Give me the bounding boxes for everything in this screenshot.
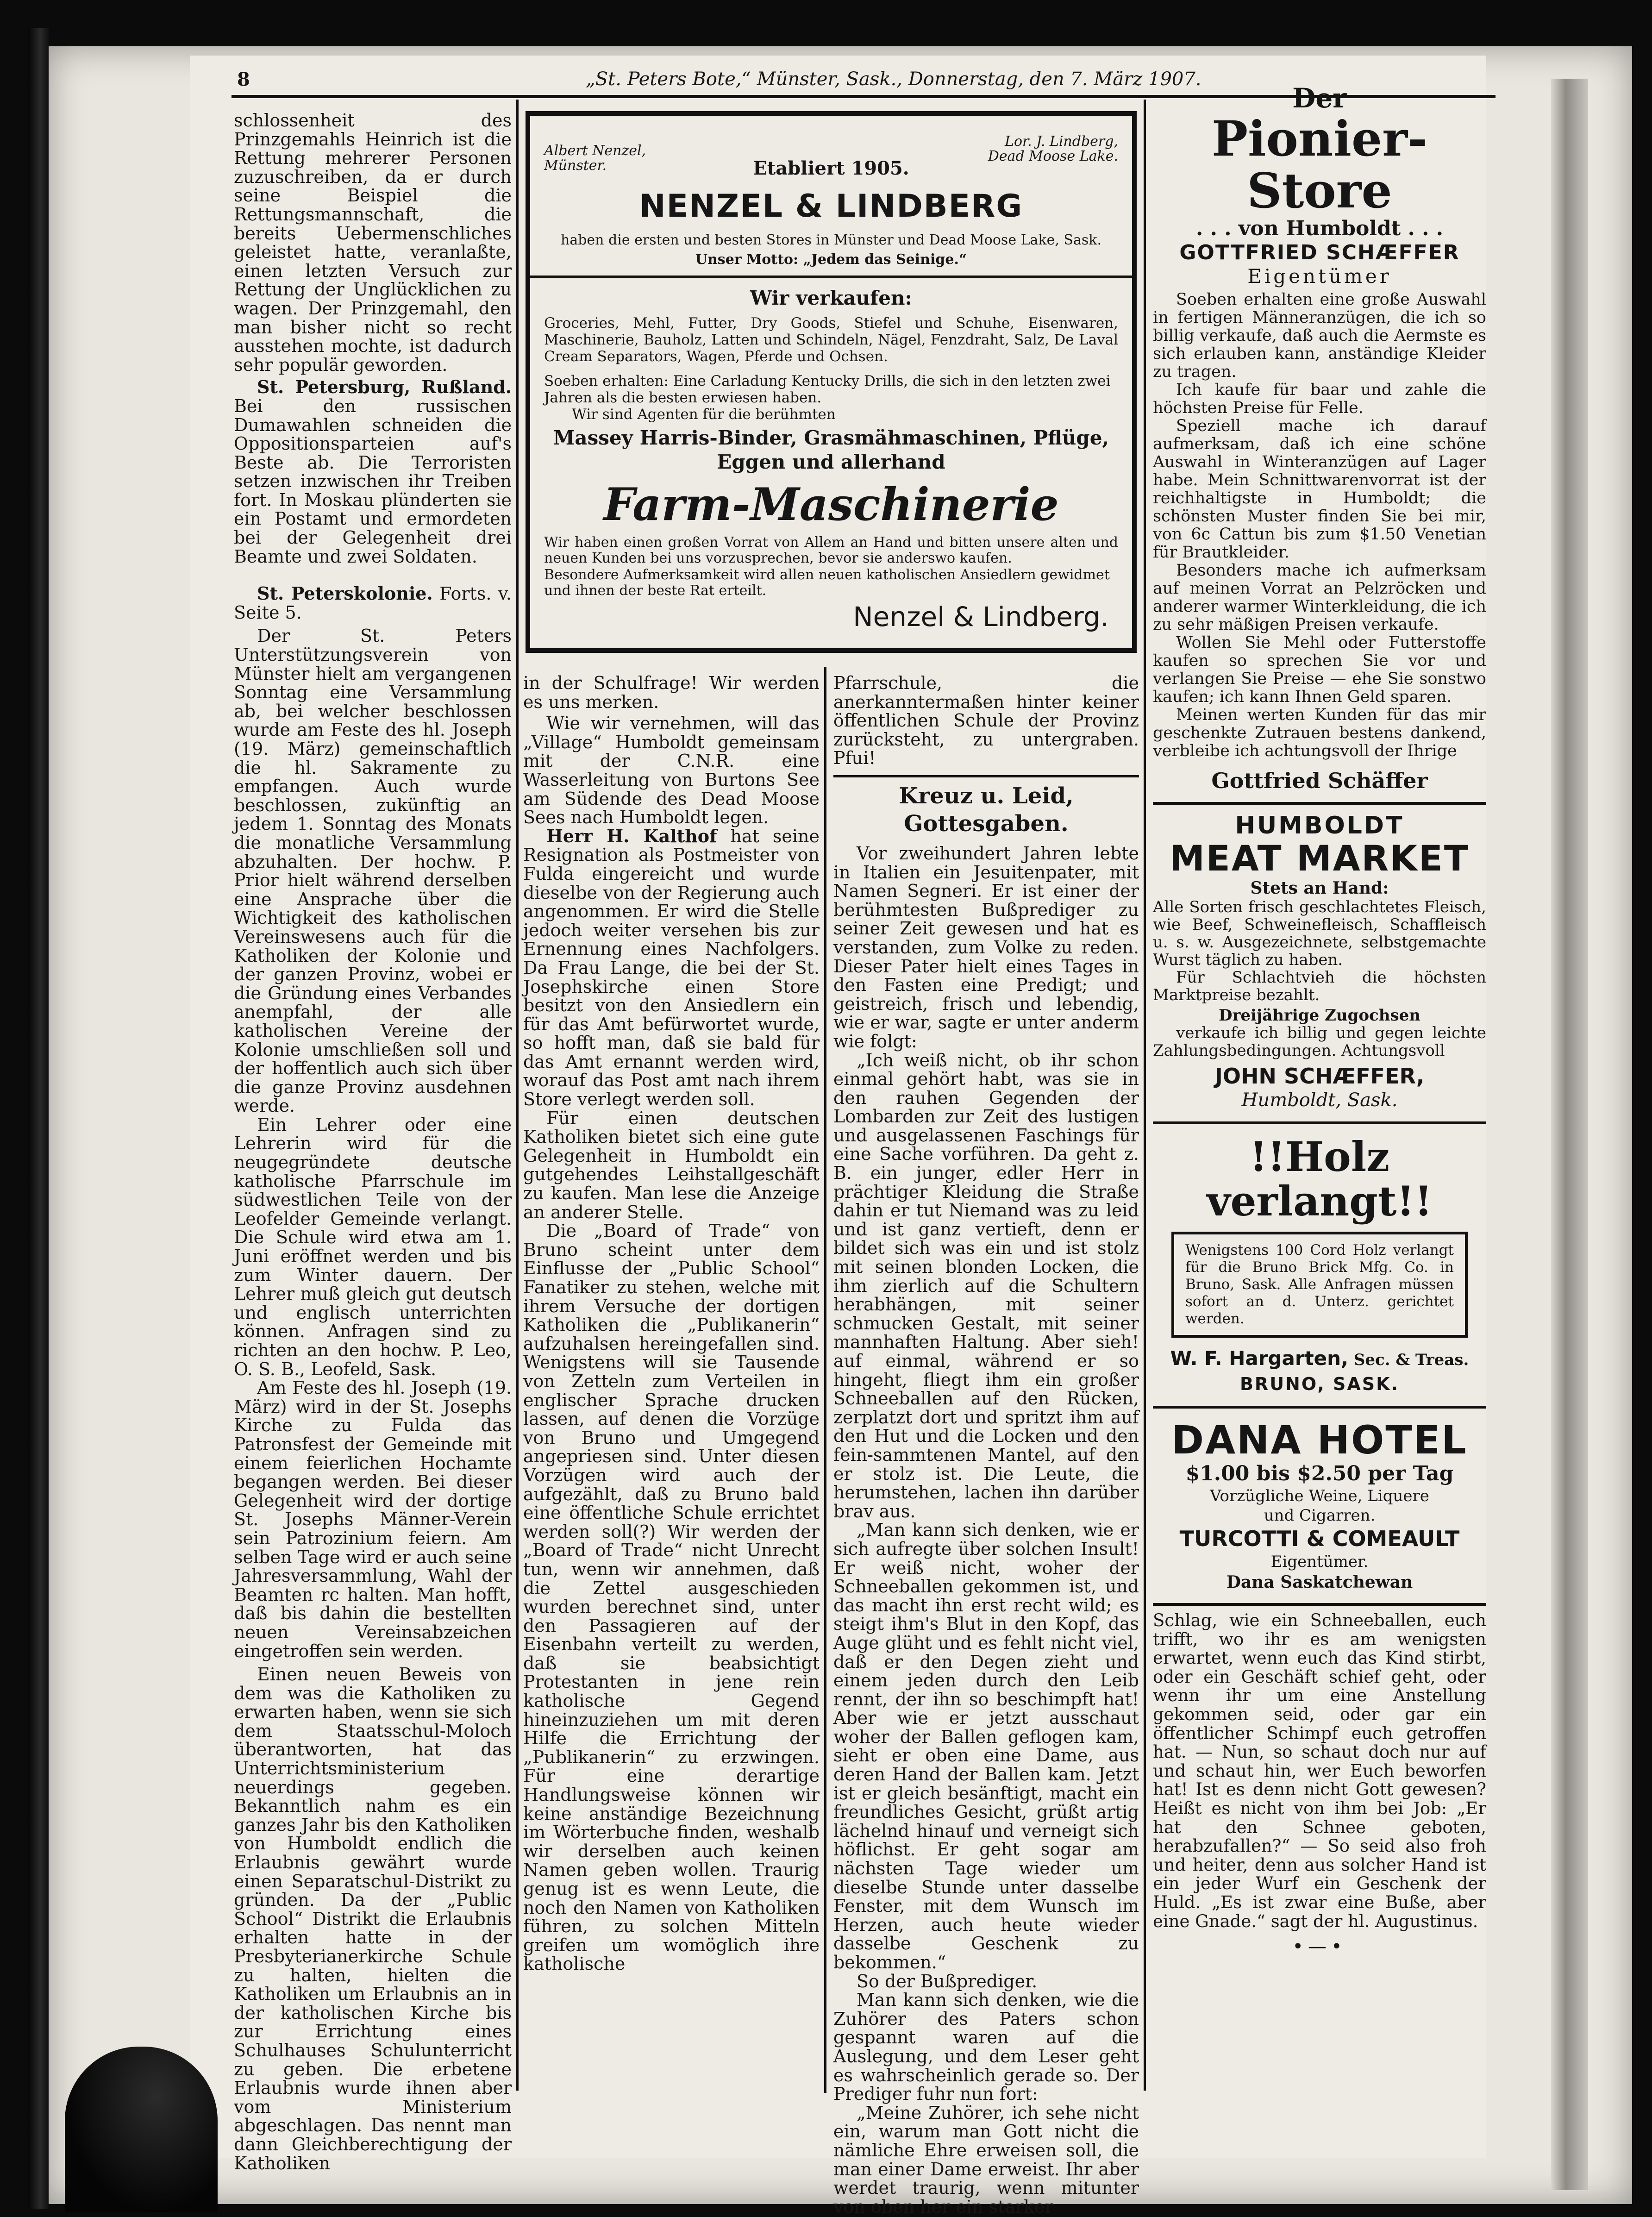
dana-place: Dana Saskatchewan bbox=[1226, 1572, 1413, 1592]
article-segneri-intro: Vor zweihundert Jahren lebte in Italien ein Jesuitenpater, mit Namen Segneri. Er ist einer der berühmtesten Bußprediger zu seiner Zeit gewesen und hat es verstanden, zum Volke zu reden. Dieser Pater hielt eines Tages in den Fasten eine Predigt; und geistreich, frisch und lebendig, wie er war, sagte er unter anderm wie folgt: bbox=[833, 843, 1139, 1052]
ad-nenzel-big: Farm-Maschinerie bbox=[603, 478, 1059, 531]
meat-line1: HUMBOLDT bbox=[1235, 812, 1404, 839]
ad-nenzel-left-names: Albert Nenzel, Münster. bbox=[544, 143, 646, 174]
dana-line2: und Cigarren. bbox=[1264, 1506, 1376, 1525]
pionier-owner: GOTTFRIED SCHÆFFER bbox=[1179, 241, 1460, 264]
meat-line3: Stets an Hand: bbox=[1250, 878, 1389, 898]
article-leihstall: Für einen deutschen Katholiken bietet sich eine gute Gelegenheit in Humboldt ein gutgehendes Leihstallgeschäft zu kaufen. Man lese die Anzeige an anderer Stelle. bbox=[523, 1108, 820, 1222]
article-heinrich-end: schlossenheit des Prinzgemahls Heinrich ist die Rettung mehrerer Personen zuzuschreiben, da er durch seine Beispiel die Rettungsmannschaft, die bereits Uebermenschliches geleistet hatte, veranlaßte, einen letzten Versuch zur Rettung der Unglücklichen zu wagen. Der Prinzgemahl, den man bisher nicht so recht ausstehen mochte, ist dadurch sehr populär geworden. bbox=[234, 110, 512, 375]
ad-divider-4 bbox=[1153, 1603, 1486, 1606]
binding-edge bbox=[28, 28, 49, 2209]
meat-p3-head: Dreijährige Zugochsen bbox=[1219, 1006, 1420, 1025]
pionier-p3: Speziell mache ich darauf aufmerksam, daß ich eine schöne Auswahl in Winteranzügen auf Lager habe. Mein Schnittwarenvorrat ist der reichhaltigste in Humboldt; die schönsten Muster finden Sie bei mir, von 6c Cattun bis zum $1.50 Venetian für Brautkleider. bbox=[1153, 417, 1486, 562]
article-petersburg-head: St. Petersburg, Rußland. bbox=[257, 376, 512, 398]
end-ornament: •—• bbox=[1292, 1936, 1347, 1958]
heading-kreuz-leid: Kreuz u. Leid, Gottesgaben. bbox=[899, 783, 1074, 837]
section-rule bbox=[833, 775, 1139, 777]
ad-pionier-store bbox=[1153, 83, 1486, 795]
meat-line2: MEAT MARKET bbox=[1170, 838, 1470, 879]
ad-nenzel-signature: Nenzel & Lindberg. bbox=[853, 601, 1109, 633]
ad-nenzel-brands: Massey Harris-Binder, Grasmähmaschinen, Pflüge, Eggen und allerhand bbox=[553, 426, 1109, 473]
pionier-owner-title: Eigentümer bbox=[1247, 265, 1392, 288]
holz-place: BRUNO, SASK. bbox=[1239, 1374, 1400, 1394]
ad-nenzel-lindberg bbox=[526, 111, 1137, 653]
article-schulfrage-end: in der Schulfrage! Wir werden es uns merken. bbox=[523, 673, 820, 712]
peterskolonie-title: St. Peterskolonie. bbox=[257, 583, 433, 604]
column-rule-1 bbox=[516, 100, 519, 2091]
ad-nenzel-divider bbox=[530, 276, 1132, 278]
article-staatsschul-moloch: Einen neuen Beweis von dem was die Katholiken zu erwarten haben, wenn sie sich dem Staatsschul-Moloch überantworten, hat das Unterrichtsministerium neuerdings gegeben. Bekanntlich nahm es ein ganzes Jahr bis den Katholiken von Humboldt endlich die Erlaubnis gewährt wurde einen Separatschul-Distrikt zu gründen. Da der „Public School“ Distrikt die Erlaubnis erhalten hatte in der Presbyterianerkirche Schule zu halten, hielten die Katholiken um Erlaubnis an in der katholischen Kirche bis zur Errichtung eines Schulhauses Schulunterricht zu geben. Die erbetene Erlaubnis wurde ihnen aber vom Ministerium abgeschlagen. Das nennt man dann Gleichberechtigung der Katholiken bbox=[234, 1664, 512, 2173]
article-kalthof bbox=[523, 827, 820, 1109]
meat-name: JOHN SCHÆFFER, bbox=[1214, 1064, 1425, 1089]
ad-nenzel-tagline: haben die ersten und besten Stores in Münster und Dead Moose Lake, Sask. bbox=[561, 232, 1101, 248]
ad-nenzel-attention: Besondere Aufmerksamkeit wird allen neuen katholischen Ansiedlern gewidmet und ihnen der beste Rat erteilt. bbox=[544, 567, 1110, 599]
column-rule-3 bbox=[1144, 100, 1146, 2091]
article-petersburg bbox=[234, 378, 512, 566]
peterskolonie-ref: Forts. v. Seite 5. bbox=[234, 583, 512, 623]
holz-box: Wenigstens 100 Cord Holz verlangt für die Bruno Brick Mfg. Co. in Bruno, Sask. Alle Anfragen müssen sofort an d. Unterz. gerichtet werden. bbox=[1171, 1232, 1468, 1338]
ad-holz-verlangt bbox=[1153, 1134, 1486, 1396]
article-lehrer-gesucht: Ein Lehrer oder eine Lehrerin wird für die neugegründete deutsche katholische Pfarrschule im südwestlichen Teile von der Leofelder Gemeinde verlangt. Die Schule wird etwa am 1. Juni eröffnet werden und bis zum Winter dauern. Der Lehrer muß gleich gut deutsch und englisch unterrichten können. Anfragen sind zu richten an den hochw. P. Leo, O. S. B., Leofeld, Sask. bbox=[234, 1114, 512, 1379]
page-number: 8 bbox=[237, 69, 250, 90]
pionier-p2: Ich kaufe für baar und zahle die höchsten Preise für Felle. bbox=[1153, 381, 1486, 417]
article-segneri-so: So der Bußprediger. bbox=[857, 1971, 1038, 1992]
dana-owners-title: Eigentümer. bbox=[1270, 1553, 1369, 1571]
ad-nenzel-sell-list: Groceries, Mehl, Futter, Dry Goods, Stiefel und Schuhe, Eisenwaren, Maschinerie, Bauholz, Latten und Schindeln, Nägel, Fenzdraht, Salz, De Laval Cream Separators, Wagen, Pferde und Ochsen. bbox=[544, 315, 1118, 365]
article-wasserleitung: Wie wir vernehmen, will das „Village“ Humboldt gemeinsam mit der C.N.R. eine Wasserleitung von Burtons See am Südende des Dead Moose Sees nach Humboldt legen. bbox=[523, 713, 820, 828]
column-4-article bbox=[1153, 1611, 1486, 1931]
holz-name: W. F. Hargarten, bbox=[1170, 1347, 1348, 1370]
pionier-line3: . . . von Humboldt . . . bbox=[1195, 217, 1444, 240]
holz-title: !!Holz verlangt!! bbox=[1207, 1133, 1433, 1225]
article-segneri-listeners: Man kann sich denken, wie die Zuhörer des Paters schon gespannt waren auf die Auslegung, und dem Leser geht es wahrscheinlich gerade so. Der Prediger fuhr nun fort: bbox=[833, 1990, 1139, 2104]
column-3 bbox=[833, 674, 1139, 2216]
dana-title: DANA HOTEL bbox=[1171, 1417, 1468, 1463]
article-josephsfest: Am Feste des hl. Joseph (19. März) wird in der St. Josephs Kirche zu Fulda das Patronsfest der Gemeinde mit einem feierlichen Hochamte begangen werden. Bei dieser Gelegenheit wird der dortige St. Josephs Männer-Verein sein Patrozinium feiern. Am selben Tage wird er auch seine Jahresversammlung, Wahl der Beamten rc halten. Man hofft, daß bis dahin die bestellten neuen Vereinsabzeichen eingetroffen sein werden. bbox=[234, 1378, 512, 1661]
article-schneeballen-end: Schlag, wie ein Schneeballen, euch trifft, wo ihr es am wenigsten erwartet, wenn euch das Kind stirbt, oder ein Geschäft schief geht, oder wenn ihr um eine Anstellung gekommen seid, oder gar ein öffentlicher Schimpf euch getroffen hat. — Nun, so schaut doch nur auf und schaut hin, wer Euch beworfen hat! Ist es denn nicht Gott gewesen? Heißt es nicht von ihm bei Job: „Er hat den Schnee geboten, herabzufallen?“ — So seid also froh und heiter, denn aus solcher Hand ist ein jeder Wurf ein Geschenk der Huld. „Es ist zwar eine Buße, aber eine Gnade.“ sagt der hl. Augustinus. bbox=[1153, 1610, 1486, 1931]
pionier-line2: Pionier-Store bbox=[1211, 110, 1428, 219]
article-petersburg-text: Bei den russischen Dumawahlen schneiden die Oppositionsparteien auf's Beste ab. Die Terroristen setzen inzwischen ihr Treiben fort. In Moskau plünderten sie ein Postamt und ermordeten bei der Gelegenheit drei Beamte und zwei Soldaten. bbox=[234, 395, 512, 567]
kalthof-text: hat seine Resignation als Postmeister von Fulda eingereicht und wurde dieselbe von der Regierung auch angenommen. Er wird die Stelle jedoch weiter versehen bis zur Ernennung eines Nachfolgers. Da Frau Lange, die bei der St. Josephskirche einen Store besitzt von den Ansiedlern ein für das Amt befürwortet wurde, so hofft man, daß sie bald für das Amt ernannt werden wird, worauf das Post amt nach ihrem Store verlegt werden soll. bbox=[523, 826, 820, 1110]
meat-body bbox=[1153, 898, 1486, 1059]
ad-dana-hotel bbox=[1153, 1419, 1486, 1593]
ad-nenzel-established: Etabliert 1905. bbox=[753, 157, 909, 179]
dana-owners: TURCOTTI & COMEAULT bbox=[1179, 1526, 1460, 1551]
pionier-p1: Soeben erhalten eine große Auswahl in fertigen Männeranzügen, die ich so billig verkaufe, daß auch die Aermste es sich erlauben kann, anständige Kleider zu tragen. bbox=[1153, 290, 1486, 381]
meat-p1: Alle Sorten frisch geschlachtetes Fleisch, wie Beef, Schweinefleisch, Schaffleisch u. s. w. Ausgezeichnete, selbstgemachte Wurst täglich zu haben. bbox=[1153, 898, 1486, 969]
ad-nenzel-motto: Unser Motto: „Jedem das Seinige.“ bbox=[695, 251, 967, 268]
article-pfarrschule-end: Pfarrschule, die anerkanntermaßen hinter keiner öffentlichen Schule der Provinz zurücksteht, zu untergraben. Pfui! bbox=[833, 673, 1139, 769]
article-unterstuetzungsverein: Der St. Peters Unterstützungsverein von Münster hielt am vergangenen Sonntag eine Versammlung ab, bei welcher beschlossen wurde am Feste des hl. Joseph (19. März) gemeinschaftlich die hl. Sakramente zu empfangen. Auch wurde beschlossen, zukünftig an jedem 1. Sonntag des Monats die monatliche Versammlung abzuhalten. Der hochw. P. Prior hielt während derselben eine Ansprache über die Wichtigkeit des katholischen Vereinswesens auch für die Katholiken der Kolonie und der ganzen Provinz, wobei er die Gründung eines Verbandes anempfahl, der alle katholischen Vereine der Kolonie umschließen soll und der hoffentlich auch sich über die ganze Provinz ausdehnen werde. bbox=[234, 626, 512, 1116]
article-segneri-sermon: „Meine Zuhörer, ich sehe nicht ein, warum man Gott nicht die nämliche Ehre erweisen soll, die man einer Dame erweist. Ihr aber werdet traurig, wenn mitunter von oben her ein starker bbox=[833, 2102, 1139, 2217]
pionier-p6: Meinen werten Kunden für das mir geschenkte Zutrauen bestens dankend, verbleibe ich achtungsvoll der Ihrige bbox=[1153, 706, 1486, 760]
thumb-shadow bbox=[65, 2047, 218, 2212]
article-board-of-trade: Die „Board of Trade“ von Bruno scheint unter dem Einflusse der „Public School“ Fanatiker zu stehen, welche mit ihrem Versuche der dortigen Katholiken die „Publikanerin“ aufzuhalsen hereingefallen sind. Wenigstens will sie Tausende von Zetteln zum Verteilen in englischer Sprache drucken lassen, auf denen die Vorzüge von Bruno und Umgegend angepriesen sind. Unter diesen Vorzügen wird auch der aufgezählt, daß zu Bruno bald eine öffentliche Schule errichtet werden soll(?) Wir werden der „Board of Trade“ nicht Unrecht tun, wenn wir annehmen, daß die Zettel ausgeschieden wurden berechnet sind, unter den Passagieren auf der Eisenbahn verteilt zu werden, daß sie beabsichtigt Protestanten in jene rein katholische Gegend hineinzuziehen um mit deren Hilfe die Errichtung der „Publikanerin“ zu erzwingen. Für eine derartige Handlungsweise können wir keine anständige Bezeichnung im Wörterbuche finden, weshalb wir derselben auch keinen Namen geben wollen. Traurig genug ist es wenn Leute, die noch den Namen von Katholiken führen, zu solchen Mitteln greifen um womöglich ihre katholische bbox=[523, 1221, 820, 1974]
page-edge bbox=[1551, 79, 1588, 2190]
pionier-body bbox=[1153, 291, 1486, 760]
ad-nenzel-received: Soeben erhalten: Eine Carladung Kentucky Drills, die sich in den letzten zwei Jahren als die besten erwiesen haben. bbox=[544, 373, 1111, 406]
meat-place: Humboldt, Sask. bbox=[1241, 1090, 1398, 1111]
ad-nenzel-firm: NENZEL & LINDBERG bbox=[639, 188, 1023, 225]
meat-p2: Für Schlachtvieh die höchsten Marktpreise bezahlt. bbox=[1153, 968, 1486, 1004]
article-segneri-story: „Ich weiß nicht, ob ihr schon einmal gehört habt, was sie in den rauhen Gegenden der Lombarden zur Zeit des lustigen und ausgelassenen Faschings für eine Sache vorführen. Da geht z. B. ein junger, edler Herr in prächtiger Kleidung die Straße dahin er tut Niemand was zu leid und ist ganz vertieft, denn er bildet sich was ein und ist stolz mit seinen blonden Locken, die ihm zierlich auf die Schultern herabhängen, mit seiner schmucken Gestalt, mit seiner mannhaften Haltung. Aber sieh! auf einmal, während er so hingeht, fliegt ihm ein großer Schneeballen auf den Rücken, zerplatzt dort und spritzt ihm auf den Hut und die Locken und den fein-sammtenen Mantel, auf den er stolz ist. Die Leute, die herumstehen, lachen ihn darüber brav aus. bbox=[833, 1050, 1139, 1522]
kalthof-head: Herr H. Kalthof bbox=[546, 825, 717, 846]
meat-p3: verkaufe ich billig und gegen leichte Zahlungsbedingungen. Achtungsvoll bbox=[1153, 1024, 1486, 1060]
ad-divider-3 bbox=[1153, 1406, 1486, 1409]
ad-divider-1 bbox=[1153, 802, 1486, 805]
ad-nenzel-agents: Wir sind Agenten für die berühmten bbox=[572, 406, 836, 423]
column-1 bbox=[234, 111, 512, 2173]
ad-meat-market bbox=[1153, 812, 1486, 1111]
pionier-line1: Der bbox=[1292, 82, 1347, 114]
running-title: „St. Peters Bote,“ Münster, Sask., Donnerstag, den 7. März 1907. bbox=[586, 69, 1201, 90]
column-2 bbox=[523, 674, 820, 1973]
ad-nenzel-right-names: Lor. J. Lindberg, Dead Moose Lake. bbox=[988, 133, 1118, 164]
ad-divider-2 bbox=[1153, 1121, 1486, 1124]
pionier-p5: Wollen Sie Mehl oder Futterstoffe kaufen so sprechen Sie vor und verlangen Sie Preise — ehe Sie sonstwo kaufen; ich kann Ihnen Geld sparen. bbox=[1153, 633, 1486, 706]
holz-signer bbox=[1153, 1346, 1486, 1372]
column-rule-2 bbox=[824, 667, 826, 2093]
pionier-p4: Besonders mache ich aufmerksam auf meinen Vorrat an Pelzröcken und anderer warmer Winterkleidung, die ich zu sehr mäßigen Preisen verkaufe. bbox=[1153, 561, 1486, 634]
ad-nenzel-sell-head: Wir verkaufen: bbox=[750, 287, 913, 309]
dana-price: $1.00 bis $2.50 per Tag bbox=[1185, 1462, 1454, 1485]
article-segneri-insult: „Man kann sich denken, wie er sich aufregte über solchen Insult! Er weiß nicht, woher der Schneeballen gekommen ist, und das macht ihn erst recht wild; es steigt ihm's Blut in den Kopf, das Auge glüht und es fehlt nicht viel, daß er den Degen zieht und einem jeden durch den Leib rennt, der ihn so beschimpft hat! Aber wie er jetzt ausschaut woher der Ballen geflogen kam, sieht er oben eine Dame, aus deren Hand der Ballen kam. Jetzt ist er gleich besänftigt, macht ein freundliches Gesicht, grüßt artig lächelnd hinauf und verneigt sich höflichst. Er geht sogar am nächsten Tage wieder um dieselbe Stunde unter dasselbe Fenster, mit dem Wunsch im Herzen, auch heute wieder dasselbe Geschenk zu bekommen.“ bbox=[833, 1520, 1139, 1973]
article-peterskolonie-head bbox=[234, 584, 512, 622]
column-4 bbox=[1153, 83, 1486, 1956]
dana-line1: Vorzügliche Weine, Liquere bbox=[1210, 1487, 1429, 1505]
ad-nenzel-stock: Wir haben einen großen Vorrat von Allem an Hand und bitten unsere alten und neuen Kunden bei uns vorzusprechen, bevor sie anderswo kaufen. bbox=[544, 534, 1118, 566]
holz-role: Sec. & Treas. bbox=[1348, 1351, 1469, 1369]
pionier-signature: Gottfried Schäffer bbox=[1211, 768, 1428, 793]
